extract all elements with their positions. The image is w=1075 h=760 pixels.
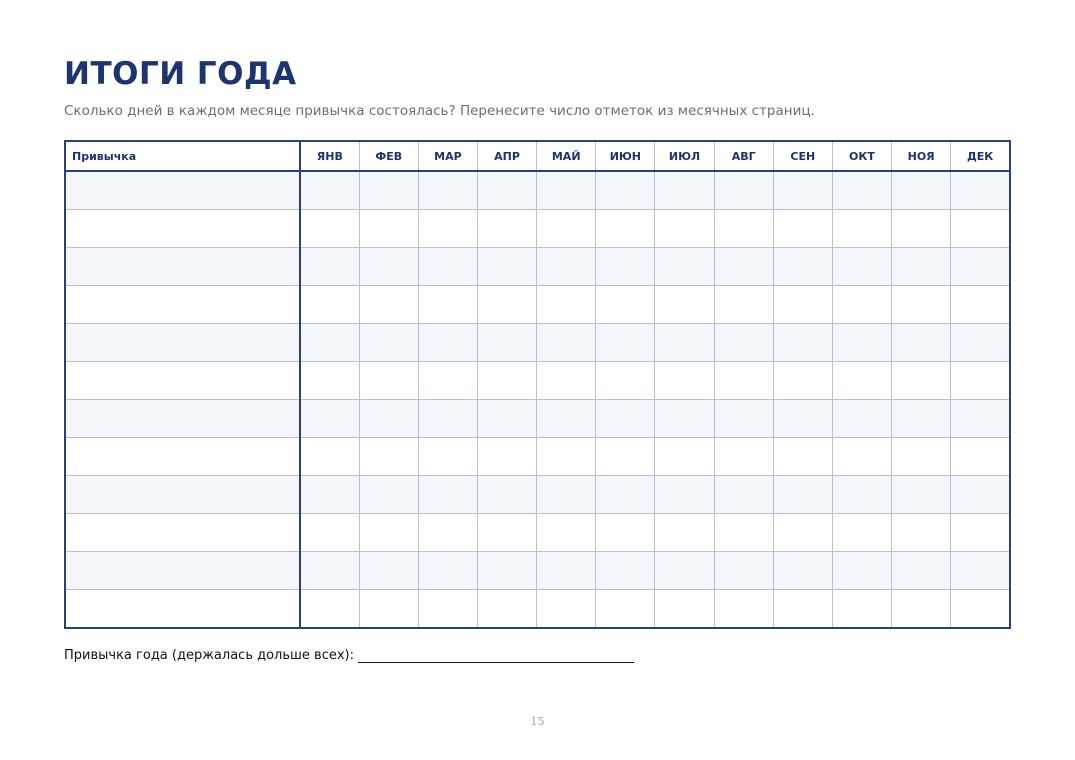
month-cell[interactable] [655, 286, 714, 324]
month-cell[interactable] [773, 324, 832, 362]
month-cell[interactable] [714, 171, 773, 210]
month-cell[interactable] [655, 362, 714, 400]
month-cell[interactable] [951, 248, 1010, 286]
month-cell[interactable] [714, 324, 773, 362]
table-header-row [65, 141, 1010, 171]
month-cell[interactable] [832, 400, 891, 438]
habit-cell[interactable] [65, 286, 300, 324]
month-cell[interactable] [477, 324, 536, 362]
month-header: АВГ [714, 141, 773, 171]
table-row [65, 210, 1010, 248]
month-cell[interactable] [596, 476, 655, 514]
month-cell[interactable] [714, 552, 773, 590]
month-cell[interactable] [832, 362, 891, 400]
month-cell[interactable] [477, 171, 536, 210]
month-cell[interactable] [773, 438, 832, 476]
month-cell[interactable] [477, 438, 536, 476]
month-cell[interactable] [596, 590, 655, 629]
month-cell[interactable] [418, 400, 477, 438]
month-cell[interactable] [359, 286, 418, 324]
month-cell[interactable] [892, 438, 951, 476]
month-cell[interactable] [477, 476, 536, 514]
table-row [65, 590, 1010, 629]
month-cell[interactable] [655, 171, 714, 210]
month-cell[interactable] [773, 362, 832, 400]
month-cell[interactable] [300, 552, 359, 590]
month-header: АПР [477, 141, 536, 171]
month-cell[interactable] [832, 248, 891, 286]
month-cell[interactable] [359, 324, 418, 362]
month-cell[interactable] [773, 210, 832, 248]
page-number: 15 [530, 715, 545, 728]
month-cell[interactable] [773, 514, 832, 552]
month-cell[interactable] [300, 210, 359, 248]
month-cell[interactable] [477, 514, 536, 552]
month-cell[interactable] [951, 590, 1010, 629]
month-cell[interactable] [832, 286, 891, 324]
month-cell[interactable] [892, 362, 951, 400]
month-cell[interactable] [596, 324, 655, 362]
month-cell[interactable] [537, 210, 596, 248]
month-cell[interactable] [359, 400, 418, 438]
month-cell[interactable] [300, 286, 359, 324]
habit-cell[interactable] [65, 324, 300, 362]
month-cell[interactable] [596, 286, 655, 324]
month-cell[interactable] [832, 476, 891, 514]
month-cell[interactable] [773, 286, 832, 324]
table-row [65, 438, 1010, 476]
month-cell[interactable] [892, 552, 951, 590]
month-cell[interactable] [951, 476, 1010, 514]
month-cell[interactable] [714, 400, 773, 438]
month-cell[interactable] [477, 400, 536, 438]
month-cell[interactable] [832, 590, 891, 629]
month-cell[interactable] [773, 248, 832, 286]
month-cell[interactable] [300, 248, 359, 286]
month-cell[interactable] [418, 286, 477, 324]
month-cell[interactable] [477, 552, 536, 590]
month-header: ОКТ [832, 141, 891, 171]
month-cell[interactable] [892, 476, 951, 514]
month-cell[interactable] [477, 362, 536, 400]
month-cell[interactable] [537, 248, 596, 286]
habit-cell[interactable] [65, 514, 300, 552]
month-cell[interactable] [655, 438, 714, 476]
month-cell[interactable] [655, 552, 714, 590]
table-row [65, 171, 1010, 210]
month-cell[interactable] [596, 210, 655, 248]
month-cell[interactable] [418, 324, 477, 362]
month-cell[interactable] [596, 248, 655, 286]
month-cell[interactable] [832, 324, 891, 362]
month-header: МАР [418, 141, 477, 171]
month-cell[interactable] [951, 286, 1010, 324]
month-cell[interactable] [655, 210, 714, 248]
month-cell[interactable] [359, 248, 418, 286]
month-cell[interactable] [300, 476, 359, 514]
month-header: ФЕВ [359, 141, 418, 171]
month-cell[interactable] [537, 476, 596, 514]
month-cell[interactable] [714, 286, 773, 324]
month-cell[interactable] [477, 286, 536, 324]
month-cell[interactable] [951, 210, 1010, 248]
month-cell[interactable] [714, 438, 773, 476]
month-cell[interactable] [477, 248, 536, 286]
month-cell[interactable] [773, 552, 832, 590]
month-cell[interactable] [655, 324, 714, 362]
month-header: ИЮН [596, 141, 655, 171]
table-row [65, 476, 1010, 514]
month-cell[interactable] [418, 438, 477, 476]
month-header: ИЮЛ [655, 141, 714, 171]
month-cell[interactable] [300, 171, 359, 210]
month-cell[interactable] [892, 324, 951, 362]
table-row [65, 514, 1010, 552]
month-cell[interactable] [537, 552, 596, 590]
habit-cell[interactable] [65, 590, 300, 629]
month-cell[interactable] [596, 400, 655, 438]
habit-cell[interactable] [65, 476, 300, 514]
month-cell[interactable] [359, 552, 418, 590]
page-title: ИТОГИ ГОДА [64, 56, 297, 92]
month-cell[interactable] [359, 514, 418, 552]
month-cell[interactable] [714, 590, 773, 629]
month-cell[interactable] [714, 514, 773, 552]
month-cell[interactable] [773, 476, 832, 514]
habit-column-header: Привычка [65, 141, 300, 171]
month-cell[interactable] [418, 552, 477, 590]
month-cell[interactable] [832, 171, 891, 210]
month-cell[interactable] [714, 476, 773, 514]
habit-of-year-line [64, 648, 634, 663]
month-cell[interactable] [596, 171, 655, 210]
table-row [65, 286, 1010, 324]
month-cell[interactable] [596, 552, 655, 590]
habit-of-year-label: Привычка года (держалась дольше всех): [64, 648, 354, 663]
month-cell[interactable] [537, 286, 596, 324]
month-cell[interactable] [537, 438, 596, 476]
habit-cell[interactable] [65, 171, 300, 210]
month-cell[interactable] [832, 514, 891, 552]
month-header: НОЯ [892, 141, 951, 171]
habit-cell[interactable] [65, 400, 300, 438]
habit-summary-table [64, 140, 1011, 629]
month-cell[interactable] [418, 514, 477, 552]
month-cell[interactable] [714, 210, 773, 248]
table-body [65, 171, 1010, 628]
month-cell[interactable] [537, 324, 596, 362]
table-row [65, 552, 1010, 590]
month-cell[interactable] [477, 590, 536, 629]
month-cell[interactable] [655, 476, 714, 514]
habit-cell[interactable] [65, 362, 300, 400]
month-cell[interactable] [596, 438, 655, 476]
month-cell[interactable] [359, 210, 418, 248]
month-cell[interactable] [655, 590, 714, 629]
month-cell[interactable] [418, 476, 477, 514]
table-row [65, 400, 1010, 438]
month-cell[interactable] [892, 514, 951, 552]
month-cell[interactable] [714, 248, 773, 286]
month-cell[interactable] [537, 362, 596, 400]
month-cell[interactable] [537, 400, 596, 438]
month-cell[interactable] [418, 590, 477, 629]
month-cell[interactable] [537, 514, 596, 552]
month-cell[interactable] [714, 362, 773, 400]
month-cell[interactable] [300, 590, 359, 629]
habit-cell[interactable] [65, 248, 300, 286]
month-cell[interactable] [951, 552, 1010, 590]
month-cell[interactable] [892, 210, 951, 248]
month-cell[interactable] [300, 400, 359, 438]
habit-cell[interactable] [65, 438, 300, 476]
month-cell[interactable] [892, 286, 951, 324]
habit-cell[interactable] [65, 552, 300, 590]
month-cell[interactable] [359, 476, 418, 514]
month-cell[interactable] [773, 171, 832, 210]
month-cell[interactable] [537, 171, 596, 210]
month-header: СЕН [773, 141, 832, 171]
month-cell[interactable] [951, 438, 1010, 476]
month-cell[interactable] [892, 400, 951, 438]
month-cell[interactable] [951, 324, 1010, 362]
month-header: МАЙ [537, 141, 596, 171]
month-cell[interactable] [418, 248, 477, 286]
month-cell[interactable] [477, 210, 536, 248]
month-header: ДЕК [951, 141, 1010, 171]
month-cell[interactable] [418, 171, 477, 210]
month-cell[interactable] [418, 362, 477, 400]
table-row [65, 362, 1010, 400]
month-cell[interactable] [300, 514, 359, 552]
month-cell[interactable] [832, 210, 891, 248]
month-cell[interactable] [596, 362, 655, 400]
month-cell[interactable] [537, 590, 596, 629]
month-cell[interactable] [951, 362, 1010, 400]
month-cell[interactable] [773, 400, 832, 438]
month-cell[interactable] [359, 362, 418, 400]
month-cell[interactable] [300, 438, 359, 476]
month-cell[interactable] [418, 210, 477, 248]
month-cell[interactable] [655, 248, 714, 286]
month-cell[interactable] [892, 248, 951, 286]
habit-of-year-blank[interactable] [358, 648, 634, 663]
month-cell[interactable] [655, 514, 714, 552]
month-header: ЯНВ [300, 141, 359, 171]
month-cell[interactable] [892, 590, 951, 629]
month-cell[interactable] [892, 171, 951, 210]
month-cell[interactable] [359, 438, 418, 476]
month-cell[interactable] [951, 514, 1010, 552]
page-subtitle: Сколько дней в каждом месяце привычка состоялась? Перенесите число отметок из месячных страниц. [64, 103, 815, 119]
month-cell[interactable] [596, 514, 655, 552]
month-cell[interactable] [951, 400, 1010, 438]
table-row [65, 324, 1010, 362]
month-cell[interactable] [300, 324, 359, 362]
month-cell[interactable] [832, 552, 891, 590]
month-cell[interactable] [359, 590, 418, 629]
month-cell[interactable] [300, 362, 359, 400]
habit-cell[interactable] [65, 210, 300, 248]
month-cell[interactable] [832, 438, 891, 476]
month-cell[interactable] [655, 400, 714, 438]
month-cell[interactable] [951, 171, 1010, 210]
month-cell[interactable] [773, 590, 832, 629]
table-row [65, 248, 1010, 286]
month-cell[interactable] [359, 171, 418, 210]
